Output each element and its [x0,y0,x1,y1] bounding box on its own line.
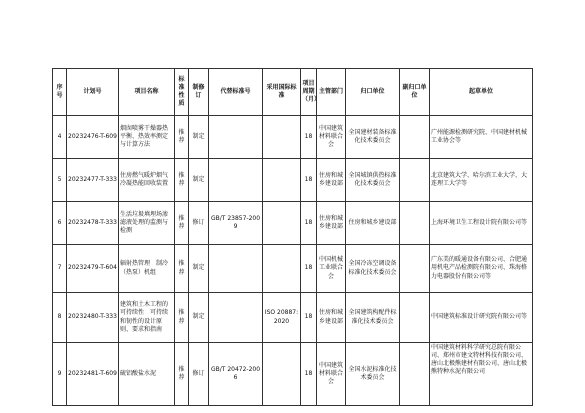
table-row [53,245,533,293]
cell-tc: 全国城镇供热标准化技术委员会 [346,159,400,202]
cell-subtc [400,159,430,202]
header-cell: 序号 [53,69,67,116]
cell-period: 18 [301,343,317,406]
cell-name: 烟囱喷雾干燥器热平衡、热效率测定与计算方法 [119,116,175,159]
cell-period: 18 [301,116,317,159]
cell-intl [263,116,301,159]
cell-no: 6 [53,202,67,245]
cell-nature: 推荐 [175,293,189,343]
cell-dept: 住房和城乡建设部 [317,293,346,343]
table-row [53,116,533,159]
cell-rev: 修订 [189,343,209,406]
cell-drafter: 中国建筑材料科学研究总院有限公司、郑州市建文特材科技有限公司、唐山北极熊建材有限公司、唐山北极熊特种水泥有限公司 [430,343,533,406]
cell-name: 生活垃圾填埋场渗滤液处理的监测与检测 [119,202,175,245]
cell-no: 7 [53,245,67,293]
cell-replace [209,159,263,202]
cell-subtc [400,202,430,245]
cell-name: 住房燃气暖炉烟气冷凝热能回收装置 [119,159,175,202]
cell-intl [263,245,301,293]
cell-period: 18 [301,159,317,202]
cell-rev: 修订 [189,202,209,245]
cell-tc: 全国冷冻空调设备标准化技术委员会 [346,245,400,293]
cell-rev: 制定 [189,293,209,343]
cell-dept: 住房和城乡建设部 [317,202,346,245]
table-row [53,293,533,343]
cell-rev: 制定 [189,159,209,202]
cell-plan: 20232478-T-333 [67,202,119,245]
header-cell: 采用国际标准 [263,69,301,116]
header-cell: 归口单位 [346,69,400,116]
cell-subtc [400,245,430,293]
cell-period: 18 [301,245,317,293]
header-cell: 副归口单位 [400,69,430,116]
table-row [53,343,533,406]
cell-subtc [400,293,430,343]
cell-intl [263,202,301,245]
cell-period: 18 [301,293,317,343]
cell-dept: 中国机械工业联合会 [317,245,346,293]
cell-plan: 20232477-T-333 [67,159,119,202]
cell-rev: 制定 [189,245,209,293]
cell-drafter: 广东美的暖通设备有限公司、合肥通用机电产品检测院有限公司、珠海格力电器股份有限公司等 [430,245,533,293]
cell-tc: 全国建筑构配件标准化技术委员会 [346,293,400,343]
cell-subtc [400,343,430,406]
cell-intl [263,343,301,406]
cell-name: 辐射热管理 制冷（热泵）机组 [119,245,175,293]
cell-tc: 住房和城乡建设部 [346,202,400,245]
table-header-row [53,69,533,116]
cell-period: 18 [301,202,317,245]
header-cell: 项目名称 [119,69,175,116]
cell-replace [209,293,263,343]
cell-plan: 20232479-T-604 [67,245,119,293]
cell-intl: ISO 20887:2020 [263,293,301,343]
header-cell: 代替标准号 [209,69,263,116]
cell-drafter: 中国建筑标准设计研究院有限公司等 [430,293,533,343]
cell-nature: 推荐 [175,343,189,406]
header-cell: 起草单位 [430,69,533,116]
cell-dept: 中国建筑材料联合会 [317,116,346,159]
cell-drafter: 上海环境卫生工程设计院有限公司等 [430,202,533,245]
cell-subtc [400,116,430,159]
cell-replace: GB/T 20472-2006 [209,343,263,406]
cell-no: 9 [53,343,67,406]
cell-tc: 全国建材装备标准化技术委员会 [346,116,400,159]
header-cell: 主管部门 [317,69,346,116]
cell-replace: GB/T 23857-2009 [209,202,263,245]
cell-nature: 推荐 [175,116,189,159]
cell-drafter: 北京建筑大学、哈尔滨工业大学、大连理工大学等 [430,159,533,202]
cell-no: 8 [53,293,67,343]
cell-drafter: 广州能源检测研究院、中国建材机械工业协会等 [430,116,533,159]
cell-replace [209,245,263,293]
standards-table-page [52,68,532,406]
cell-plan: 20232480-T-333 [67,293,119,343]
cell-no: 4 [53,116,67,159]
standards-table [52,68,533,406]
cell-dept: 住房和城乡建设部 [317,159,346,202]
table-row [53,202,533,245]
header-cell: 标准性质 [175,69,189,116]
cell-plan: 20232481-T-609 [67,343,119,406]
header-cell: 计划号 [67,69,119,116]
header-cell: 项目周期（月） [301,69,317,116]
cell-nature: 推荐 [175,202,189,245]
cell-nature: 推荐 [175,245,189,293]
cell-name: 建筑和土木工程的可持续性 可持续和韧性的设计原则、要求和指南 [119,293,175,343]
cell-replace [209,116,263,159]
cell-tc: 全国水泥标准化技术委员会 [346,343,400,406]
table-row [53,159,533,202]
cell-nature: 推荐 [175,159,189,202]
cell-no: 5 [53,159,67,202]
cell-plan: 20232476-T-609 [67,116,119,159]
cell-rev: 制定 [189,116,209,159]
cell-intl [263,159,301,202]
cell-name: 硫铝酸盐水泥 [119,343,175,406]
cell-dept: 中国建筑材料联合会 [317,343,346,406]
header-cell: 制修订 [189,69,209,116]
